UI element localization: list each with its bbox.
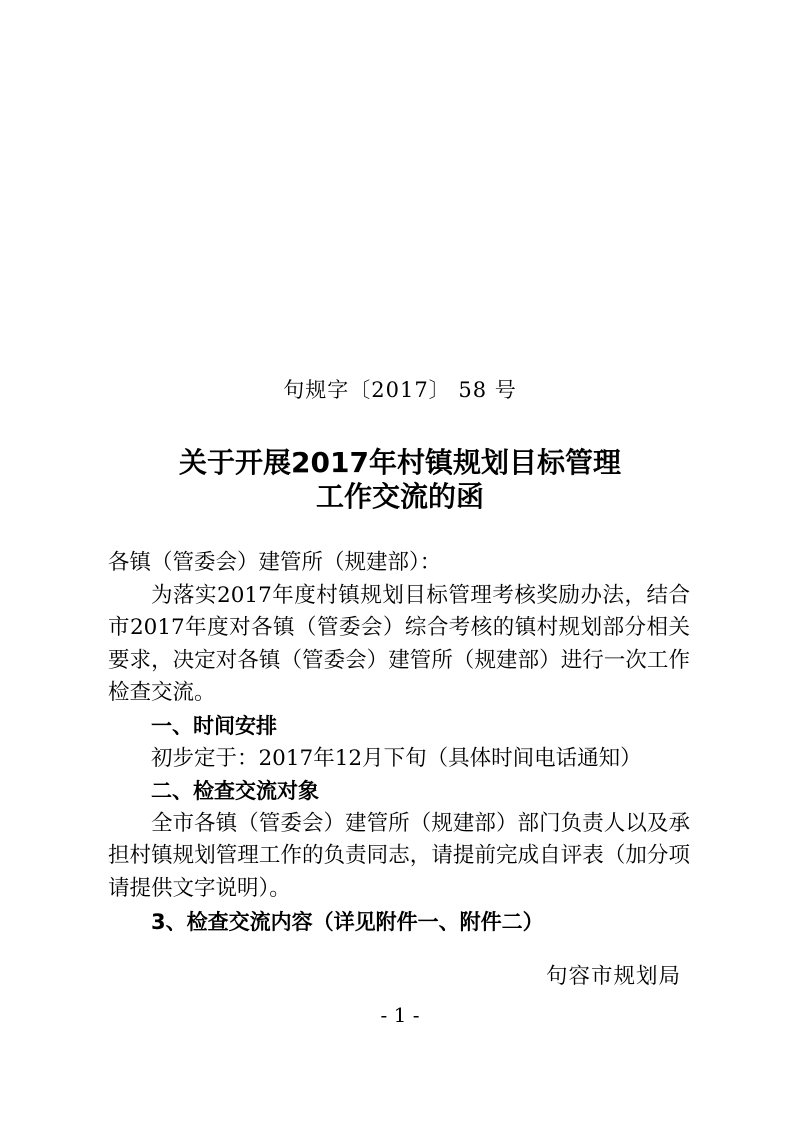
schedule-text: 初步定于：2017年12月下旬（具体时间电话通知） <box>151 745 642 771</box>
intro-line: 为落实2017年度村镇规划目标管理考核奖励办法，结合 <box>151 582 690 608</box>
intro-line: 要求，决定对各镇（管委会）建管所（规建部）进行一次工作 <box>108 647 690 673</box>
page-number: - 1 - <box>380 1003 420 1027</box>
participants-line: 担村镇规划管理工作的负责同志，请提前完成自评表（加分项 <box>108 843 690 869</box>
salutation: 各镇（管委会）建管所（规建部）： <box>108 550 442 575</box>
document-title <box>0 446 800 514</box>
section-heading-content: 3、检查交流内容（详见附件一、附件二） <box>151 909 544 934</box>
document-body <box>108 547 690 938</box>
intro-line: 市2017年度对各镇（管委会）综合考核的镇村规划部分相关 <box>108 615 690 641</box>
intro-line: 检查交流。 <box>108 680 216 706</box>
title-line-2: 工作交流的函 <box>315 480 484 513</box>
participants-line: 全市各镇（管委会）建管所（规建部）部门负责人以及承 <box>151 810 690 836</box>
participants-line: 请提供文字说明）。 <box>108 875 291 901</box>
section-heading-schedule: 一、时间安排 <box>151 713 277 738</box>
document-number: 句规字〔2017〕 58 号 <box>283 378 517 402</box>
section-heading-participants: 二、检查交流对象 <box>151 779 319 804</box>
title-line-1: 关于开展2017年村镇规划目标管理 <box>179 446 621 479</box>
signature: 句容市规划局 <box>546 964 682 989</box>
